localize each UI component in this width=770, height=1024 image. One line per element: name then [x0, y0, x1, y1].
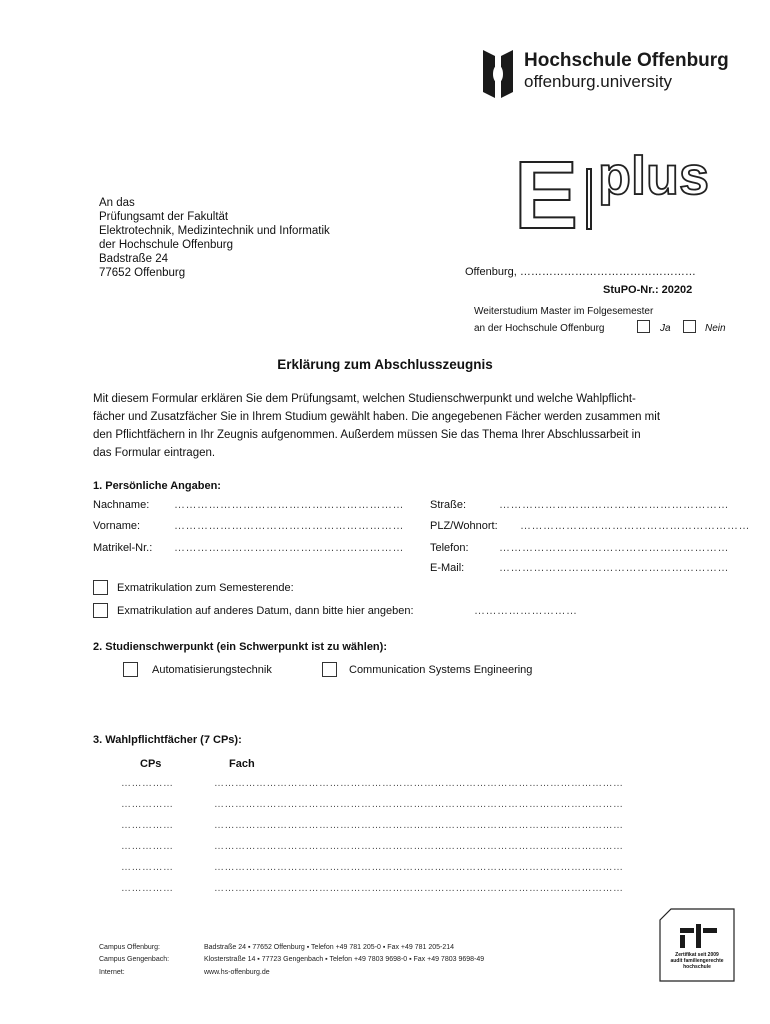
further-study-line-1: Weiterstudium Master im Folgesemester	[474, 306, 654, 317]
fach-field-4[interactable]: ………………………………………………………………………………………………………	[214, 841, 624, 852]
matrikel-field[interactable]: ……………………………………………………	[174, 542, 404, 554]
telefon-field[interactable]: ……………………………………………………	[499, 542, 729, 554]
vorname-field[interactable]: ……………………………………………………	[174, 520, 404, 532]
cp-field-6[interactable]: ……………	[121, 883, 174, 894]
schwerpunkt-communication-label: Communication Systems Engineering	[349, 664, 533, 676]
further-study-no-checkbox[interactable]	[683, 320, 696, 333]
certificate-line-2: audit familiengerechte	[670, 958, 724, 964]
schwerpunkt-communication-checkbox[interactable]	[322, 662, 337, 677]
address-line-4: der Hochschule Offenburg	[99, 239, 234, 251]
place-date-field[interactable]: Offenburg, …………………………………………	[465, 266, 696, 278]
eplus-e: E	[514, 142, 579, 249]
cp-field-3[interactable]: ……………	[121, 820, 174, 831]
footer-label-offenburg: Campus Offenburg:	[99, 944, 160, 951]
certificate-badge-icon	[659, 908, 735, 982]
logo-title: Hochschule Offenburg	[524, 50, 729, 71]
schwerpunkt-automatisierung-checkbox[interactable]	[123, 662, 138, 677]
plz-wohnort-field[interactable]: ……………………………………………………	[520, 520, 750, 532]
further-study-yes-checkbox[interactable]	[637, 320, 650, 333]
exmatrikulation-datum-label: Exmatrikulation auf anderes Datum, dann bitte hier angeben:	[117, 605, 414, 617]
address-line-3: Elektrotechnik, Medizintechnik und Informatik	[99, 225, 330, 237]
intro-line-3: den Pflichtfächern in Ihr Zeugnis aufgenommen. Außerdem müssen Sie das Thema Ihrer Abschlussarbeit in	[93, 429, 641, 441]
intro-line-2: fächer und Zusatzfächer Sie in Ihrem Studium gewählt haben. Die angegebenen Fächer werden zusammen mit	[93, 411, 661, 423]
fach-field-6[interactable]: ………………………………………………………………………………………………………	[214, 883, 624, 894]
fach-field-3[interactable]: ………………………………………………………………………………………………………	[214, 820, 624, 831]
cp-field-1[interactable]: ……………	[121, 778, 174, 789]
section-3-heading: 3. Wahlpflichtfächer (7 CPs):	[93, 734, 242, 746]
further-study-no-label: Nein	[705, 323, 726, 334]
footer-label-internet: Internet:	[99, 969, 125, 976]
cp-field-4[interactable]: ……………	[121, 841, 174, 852]
label-email: E-Mail:	[430, 562, 465, 574]
nachname-field[interactable]: ……………………………………………………	[174, 499, 404, 511]
cp-field-5[interactable]: ……………	[121, 862, 174, 873]
column-header-fach: Fach	[229, 758, 255, 770]
section-1-heading: 1. Persönliche Angaben:	[93, 480, 221, 492]
exmatrikulation-semesterende-label: Exmatrikulation zum Semesterende:	[117, 582, 294, 594]
footer-value-offenburg: Badstraße 24 ▪ 77652 Offenburg ▪ Telefon +49 781 205-0 ▪ Fax +49 781 205-214	[204, 944, 455, 951]
further-study-line-2: an der Hochschule Offenburg	[474, 323, 605, 334]
label-nachname: Nachname:	[93, 499, 150, 511]
cp-field-2[interactable]: ……………	[121, 799, 174, 810]
fach-field-5[interactable]: ………………………………………………………………………………………………………	[214, 862, 624, 873]
footer-value-internet[interactable]: www.hs-offenburg.de	[204, 969, 270, 976]
further-study-yes-label: Ja	[660, 323, 671, 334]
stupo-number: StuPO-Nr.: 20202	[603, 284, 693, 296]
university-logo-icon	[481, 48, 517, 100]
column-header-cps: CPs	[140, 758, 162, 770]
address-line-5: Badstraße 24	[99, 253, 169, 265]
exmatrikulation-datum-checkbox[interactable]	[93, 603, 108, 618]
email-field[interactable]: ……………………………………………………	[499, 562, 729, 574]
section-2-heading: 2. Studienschwerpunkt (ein Schwerpunkt ist zu wählen):	[93, 641, 387, 653]
fach-field-1[interactable]: ………………………………………………………………………………………………………	[214, 778, 624, 789]
eplus-divider	[586, 168, 592, 230]
address-line-6: 77652 Offenburg	[99, 267, 186, 279]
strasse-field[interactable]: ……………………………………………………	[499, 499, 729, 511]
label-vorname: Vorname:	[93, 520, 141, 532]
address-line-2: Prüfungsamt der Fakultät	[99, 211, 229, 223]
fach-field-2[interactable]: ………………………………………………………………………………………………………	[214, 799, 624, 810]
logo-subtitle: offenburg.university	[524, 72, 673, 91]
page-title: Erklärung zum Abschlusszeugnis	[277, 357, 493, 372]
certificate-line-1: Zertifikat seit 2009	[675, 952, 719, 958]
label-strasse: Straße:	[430, 499, 467, 511]
label-plz-wohnort: PLZ/Wohnort:	[430, 520, 498, 532]
eplus-plus: plus	[598, 146, 710, 206]
schwerpunkt-automatisierung-label: Automatisierungstechnik	[152, 664, 272, 676]
exmatrikulation-datum-field[interactable]: ………………………	[474, 605, 578, 617]
label-telefon: Telefon:	[430, 542, 469, 554]
label-matrikel: Matrikel-Nr.:	[93, 542, 153, 554]
address-line-1: An das	[99, 197, 135, 209]
intro-line-1: Mit diesem Formular erklären Sie dem Prüfungsamt, welchen Studienschwerpunkt und welche Wahlpflicht-	[93, 393, 636, 405]
intro-line-4: das Formular eintragen.	[93, 447, 216, 459]
footer-label-gengenbach: Campus Gengenbach:	[99, 956, 170, 963]
certificate-line-3: hochschule	[683, 964, 711, 970]
footer-value-gengenbach: Klosterstraße 14 ▪ 77723 Gengenbach ▪ Telefon +49 7803 9698-0 ▪ Fax +49 7803 9698-49	[204, 956, 485, 963]
exmatrikulation-semesterende-checkbox[interactable]	[93, 580, 108, 595]
